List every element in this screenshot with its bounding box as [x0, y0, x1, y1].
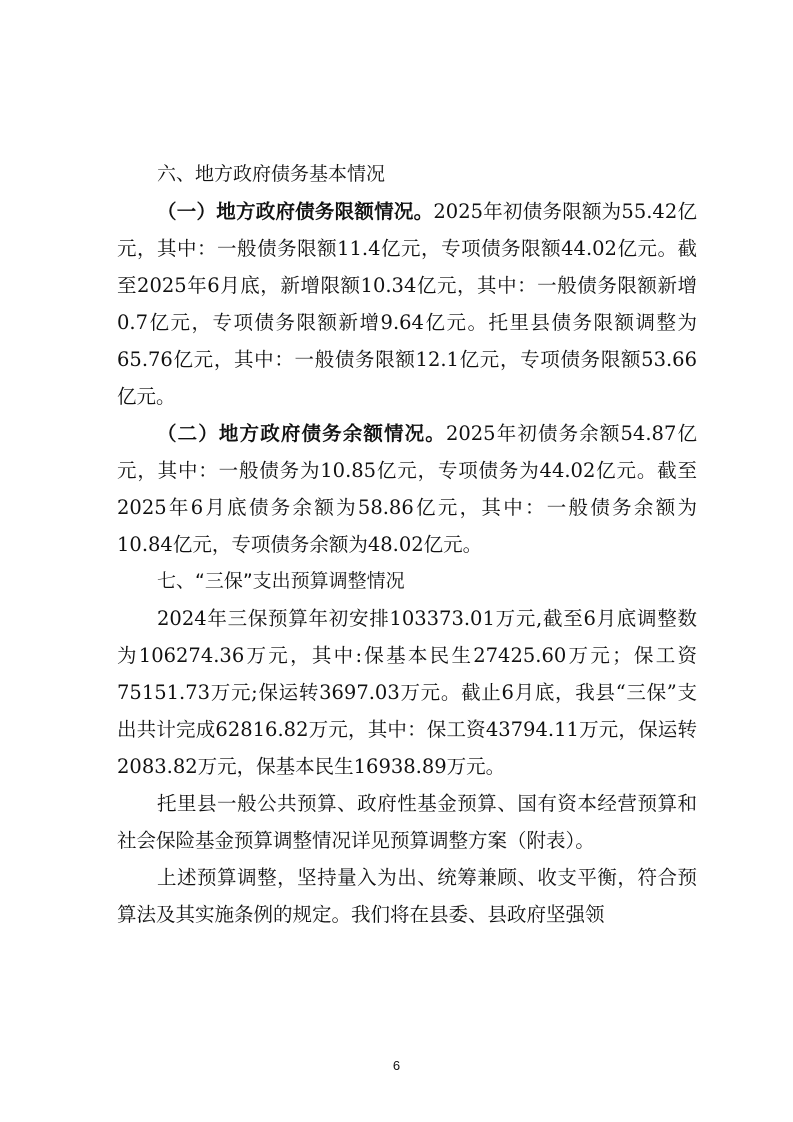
document-body	[117, 156, 697, 933]
debt-balance-lead: （二）地方政府债务余额情况。	[157, 422, 446, 445]
debt-limit-text: 2025年初债务限额为55.42亿元，其中：一般债务限额11.4亿元，专项债务限额44.02亿元。截至2025年6月底，新增限额10.34亿元，其中：一般债务限额新增0.7亿元，专项债务限额新增9.64亿元。托里县债务限额调整为65.76亿元，其中：一般债务限额12.1亿元，专项债务限额53.66亿元。	[117, 200, 697, 408]
debt-limit-lead: （一）地方政府债务限额情况。	[157, 200, 434, 223]
debt-balance-text: 2025年初债务余额54.87亿元，其中：一般债务为10.85亿元，专项债务为44.02亿元。截至2025年6月底债务余额为58.86亿元，其中：一般债务余额为10.84亿元，专项债务余额为48.02亿元。	[117, 422, 697, 556]
sanbao-paragraph: 2024年三保预算年初安排103373.01万元,截至6月底调整数为106274.36万元，其中:保基本民生27425.60万元；保工资75151.73万元;保运转3697.03万元。截止6月底，我县“三保”支出共计完成62816.82万元，其中：保工资43794.11万元，保运转2083.82万元，保基本民生16938.89万元。	[117, 607, 697, 778]
page-number: 6	[392, 1058, 401, 1073]
section-heading-sanbao: 七、“三保”支出预算调整情况	[157, 570, 405, 592]
debt-balance-paragraph	[117, 415, 697, 563]
budget-adjustment-paragraph: 托里县一般公共预算、政府性基金预算、国有资本经营预算和社会保险基金预算调整情况详见预算调整方案（附表）。	[117, 792, 697, 852]
closing-paragraph: 上述预算调整，坚持量入为出、统筹兼顾、收支平衡，符合预算法及其实施条例的规定。我们将在县委、县政府坚强领	[117, 866, 697, 926]
debt-limit-paragraph	[117, 193, 697, 415]
section-heading-debt: 六、地方政府债务基本情况	[157, 163, 386, 185]
